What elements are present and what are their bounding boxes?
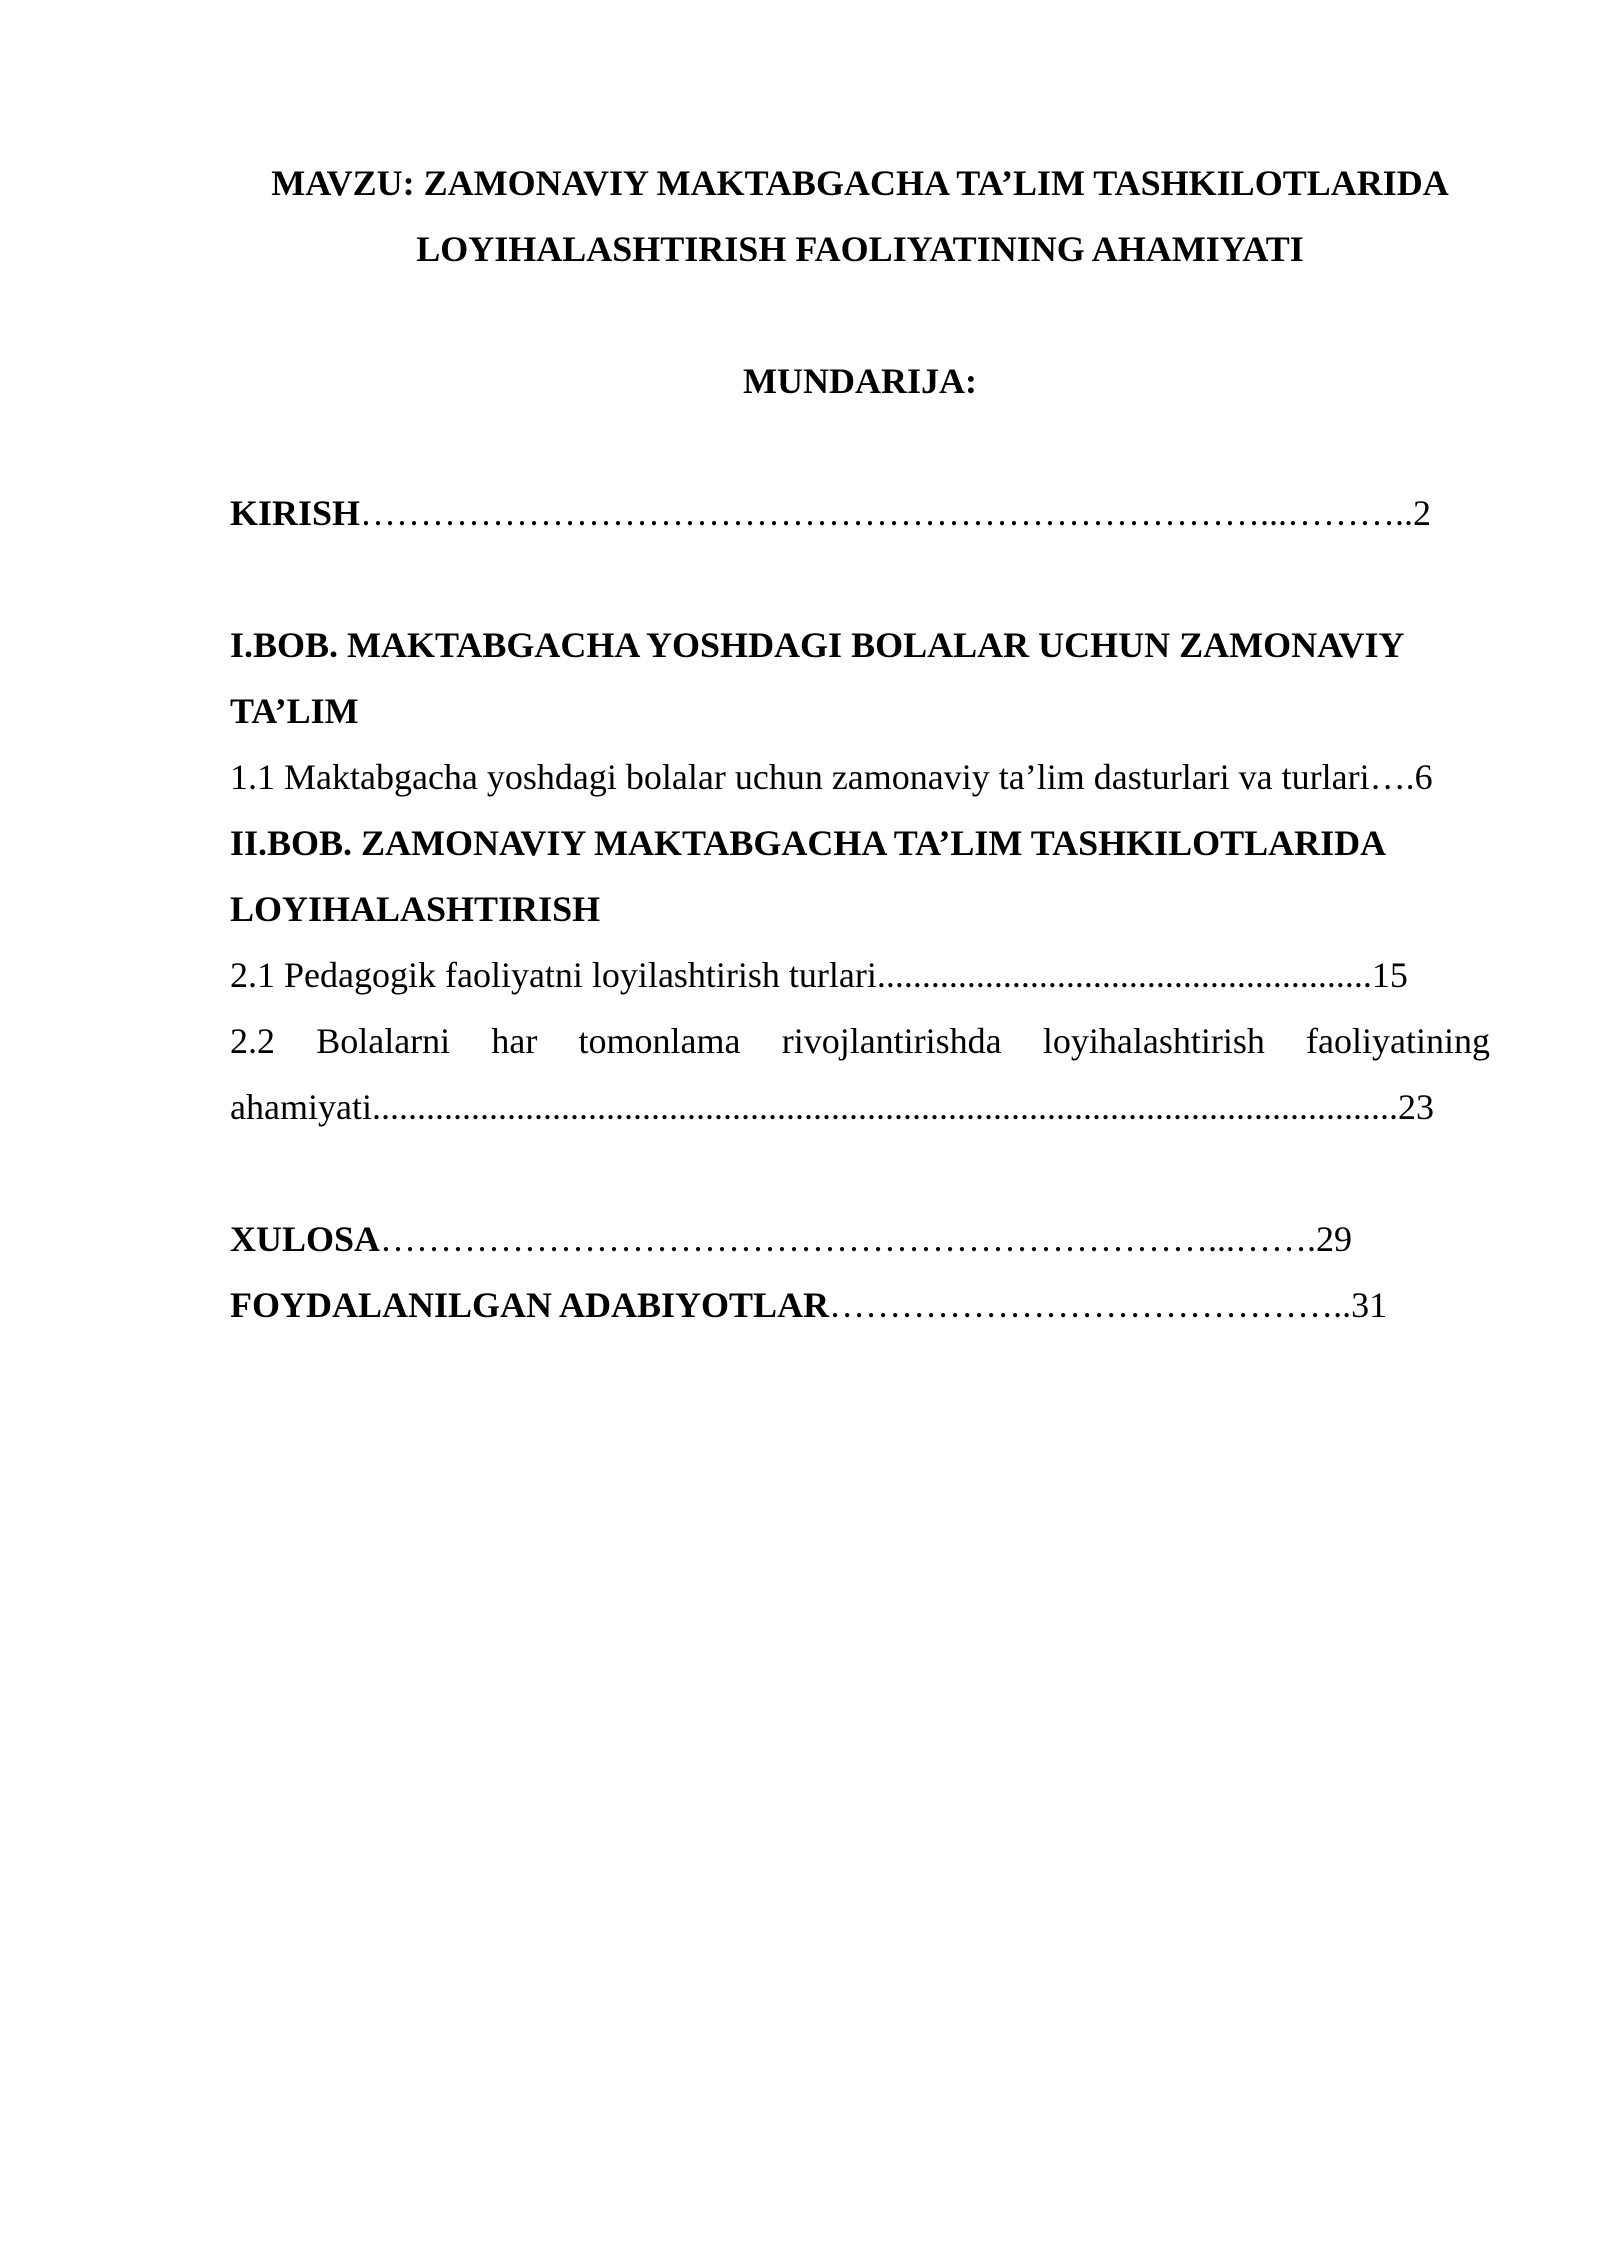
toc-section-2-1: 2.1 Pedagogik faoliyatni loyilashtirish turlari.......................................................15 bbox=[230, 955, 1408, 995]
toc-intro-page: 2 bbox=[1413, 493, 1432, 533]
toc-entry-conclusion bbox=[230, 1206, 1490, 1272]
toc-intro-leader: …………………………………………………………………...……….. bbox=[360, 493, 1414, 533]
toc-entry-intro bbox=[230, 480, 1490, 546]
toc-chapter-1-line-2: TA’LIM bbox=[230, 691, 359, 731]
table-of-contents bbox=[230, 480, 1490, 1338]
spacer bbox=[230, 1140, 1490, 1206]
toc-chapter-1-line-1: I.BOB. MAKTABGACHA YOSHDAGI BOLALAR UCHUN ZAMONAVIY bbox=[230, 625, 1405, 665]
toc-chapter-2-line-1: II.BOB. ZAMONAVIY MAKTABGACHA TA’LIM TASHKILOTLARIDA bbox=[230, 823, 1387, 863]
toc-references-page: 31 bbox=[1351, 1285, 1388, 1325]
toc-entry-references bbox=[230, 1272, 1490, 1338]
title-line-2: LOYIHALASHTIRISH FAOLIYATINING AHAMIYATI bbox=[416, 229, 1304, 269]
document-title bbox=[230, 150, 1490, 282]
toc-references-leader: …………………………………….. bbox=[829, 1285, 1352, 1325]
spacer bbox=[230, 546, 1490, 612]
toc-intro-label: KIRISH bbox=[230, 493, 361, 533]
document-content bbox=[230, 150, 1490, 1338]
toc-chapter-2-line-2: LOYIHALASHTIRISH bbox=[230, 889, 601, 929]
toc-conclusion-page: 29 bbox=[1316, 1219, 1353, 1259]
toc-section-2-2-line-2: ahamiyati..................................................................................................................23 bbox=[230, 1087, 1434, 1127]
toc-section-1-1: 1.1 Maktabgacha yoshdagi bolalar uchun zamonaviy ta’lim dasturlari va turlari….6 bbox=[230, 757, 1433, 797]
toc-conclusion-leader: ……………………………………………………………...……. bbox=[380, 1219, 1317, 1259]
toc-section-2-2-line-1: 2.2 Bolalarni har tomonlama rivojlantirishda loyihalashtirish faoliyatining bbox=[230, 1021, 1490, 1061]
toc-conclusion-label: XULOSA bbox=[230, 1219, 381, 1259]
contents-heading: MUNDARIJA: bbox=[743, 361, 977, 401]
title-line-1: MAVZU: ZAMONAVIY MAKTABGACHA TA’LIM TASHKILOTLARIDA bbox=[271, 163, 1449, 203]
toc-references-label: FOYDALANILGAN ADABIYOTLAR bbox=[230, 1285, 830, 1325]
